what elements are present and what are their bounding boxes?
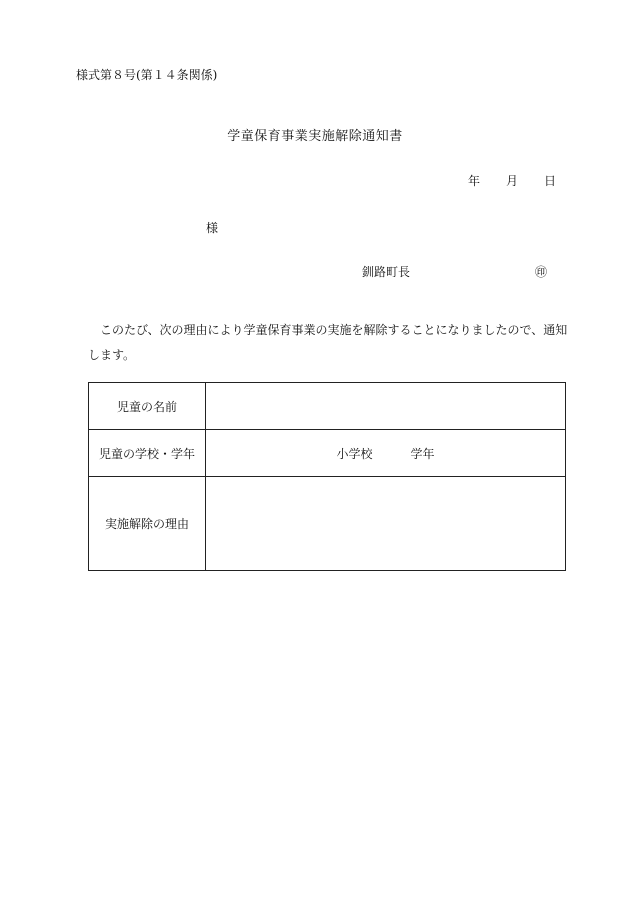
document-title: 学童保育事業実施解除通知書 [227, 129, 403, 144]
date-line [468, 172, 556, 189]
seal-mark: ㊞ [535, 265, 548, 279]
label-school-grade: 児童の学校・学年 [89, 430, 206, 477]
table-row-child-name [89, 383, 566, 430]
school-label: 小学校 [336, 446, 373, 461]
info-table [88, 382, 566, 571]
issuer-name: 釧路町長 [362, 265, 411, 279]
date-month-label: 月 [506, 174, 519, 188]
date-year-label: 年 [468, 174, 481, 188]
date-day-label: 日 [544, 174, 557, 188]
table-row-school-grade [89, 430, 566, 477]
body-text: このたび、次の理由により学童保育事業の実施を解除することになりましたので、通知します。 [88, 323, 568, 362]
value-reason[interactable] [206, 477, 566, 571]
value-school-grade[interactable] [206, 430, 566, 477]
addressee-honorific: 様 [206, 221, 219, 235]
form-number: 様式第８号(第１４条関係) [76, 68, 218, 82]
label-reason: 実施解除の理由 [89, 477, 206, 571]
grade-label: 学年 [410, 446, 435, 461]
table-row-reason [89, 477, 566, 571]
label-child-name: 児童の名前 [89, 383, 206, 430]
value-child-name[interactable] [206, 383, 566, 430]
